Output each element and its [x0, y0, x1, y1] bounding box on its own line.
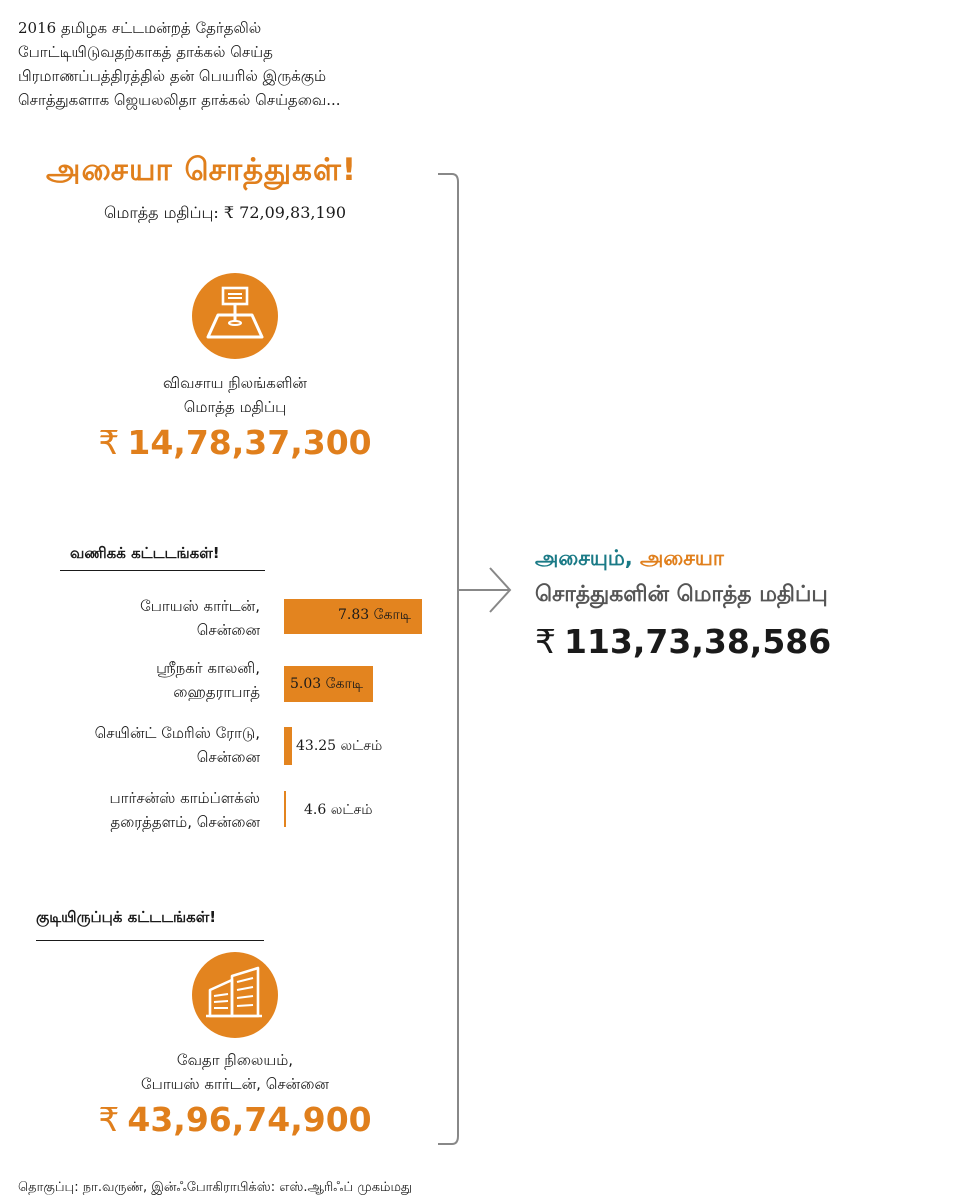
immovable-assets-title: அசையா சொத்துகள்!: [46, 152, 358, 188]
residential-value: [40, 1100, 430, 1139]
land-value-amount: 14,78,37,300: [127, 423, 372, 462]
residential-caption-line: வேதா நிலையம்,: [176, 1051, 294, 1069]
bar-category-line: ஸ்ரீநகர் காலனி,: [156, 659, 260, 677]
summary-total: [535, 622, 831, 661]
bar-mark: [284, 727, 292, 765]
bar-category-line: ஹைதராபாத்: [173, 683, 260, 701]
rupee-symbol: ₹: [98, 423, 120, 462]
commercial-heading: வணிகக் கட்டடங்கள்!: [70, 544, 220, 562]
land-value: [40, 423, 430, 462]
bar-value-label: 43.25 லட்சம்: [296, 738, 383, 754]
bar-category-line: போயஸ் கார்டன்,: [140, 597, 260, 615]
summary-subtitle: சொத்துகளின் மொத்த மதிப்பு: [535, 582, 828, 607]
intro-text: [18, 16, 438, 112]
building-icon: [192, 952, 278, 1038]
residential-caption: [40, 1048, 430, 1096]
summary-title-movable: அசையும்,: [535, 546, 633, 570]
residential-value-amount: 43,96,74,900: [127, 1100, 372, 1139]
residential-caption-line: போயஸ் கார்டன், சென்னை: [141, 1075, 329, 1093]
grouping-bracket: [438, 172, 518, 1148]
summary-total-amount: 113,73,38,586: [564, 622, 832, 661]
land-plot-icon: [192, 273, 278, 359]
credit-line: தொகுப்பு: நா.வருண், இன்ஃபோகிராபிக்ஸ்: எஸ்.ஆரிஃப் முகம்மது: [18, 1180, 413, 1195]
rupee-symbol: ₹: [98, 1100, 120, 1139]
intro-line: போட்டியிடுவதற்காகத் தாக்கல் செய்த: [18, 43, 273, 61]
bar-category-line: தரைத்தளம், சென்னை: [110, 813, 260, 831]
summary-title: [535, 546, 724, 573]
bar-category-line: சென்னை: [196, 748, 260, 766]
commercial-heading-rule: [60, 570, 265, 571]
bar-category-line: செயின்ட் மேரிஸ் ரோடு,: [94, 724, 260, 742]
summary-title-immovable: அசையா: [640, 546, 724, 570]
land-caption-line: விவசாய நிலங்களின்: [163, 374, 307, 392]
bar-value-label: 5.03 கோடி: [290, 676, 363, 692]
bar-category-line: சென்னை: [196, 621, 260, 639]
land-caption-line: மொத்த மதிப்பு: [183, 398, 287, 416]
land-caption: [40, 371, 430, 419]
rupee-symbol: ₹: [535, 622, 556, 661]
bar-category-label: [156, 656, 260, 704]
intro-line: சொத்துகளாக ஜெயலலிதா தாக்கல் செய்தவை...: [18, 91, 341, 109]
immovable-total-value: மொத்த மதிப்பு: ₹ 72,09,83,190: [104, 203, 347, 222]
residential-heading: குடியிருப்புக் கட்டடங்கள்!: [36, 908, 217, 926]
bar-category-label: [95, 721, 260, 769]
bar-category-label: [140, 594, 260, 642]
residential-heading-rule: [36, 940, 264, 941]
bar-value-label: 7.83 கோடி: [338, 607, 411, 623]
intro-line: பிரமாணப்பத்திரத்தில் தன் பெயரில் இருக்கும்: [18, 67, 327, 85]
bar-value-label: 4.6 லட்சம்: [304, 802, 373, 818]
bar-category-line: பார்சன்ஸ் காம்ப்ளக்ஸ்: [109, 789, 260, 807]
bar-category-label: [110, 786, 260, 834]
bar-mark: [284, 791, 286, 827]
intro-line: 2016 தமிழக சட்டமன்றத் தேர்தலில்: [18, 19, 262, 37]
